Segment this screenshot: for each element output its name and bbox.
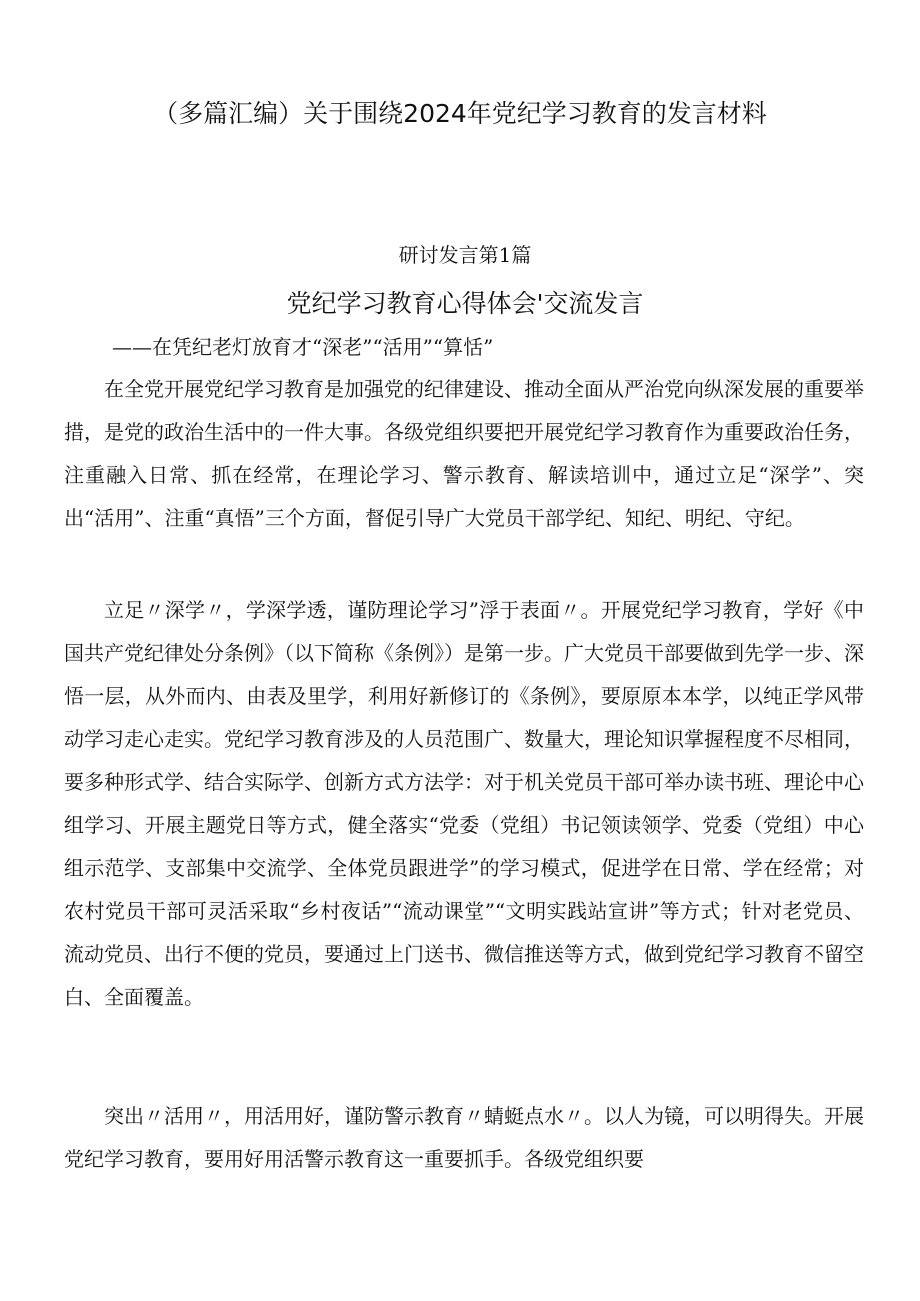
article-title: 党纪学习教育心得体会'交流发言	[286, 289, 644, 318]
body-paragraph-1: 在全党开展党纪学习教育是加强党的纪律建设、推动全面从严治党向纵深发展的重要举措，是党的政治生活中的一件大事。各级党组织要把开展党纪学习教育作为重要政治任务，注重融入日常、抓在经常，在理论学习、警示教育、解读培训中，通过立足“深学”、突出“活用”、注重“真悟”三个方面，督促引导广大党员干部学纪、知纪、明纪、守纪。	[64, 377, 864, 530]
document-title: （多篇汇编）关于围绕2024年党纪学习教育的发言材料	[153, 99, 767, 128]
section-label: 研讨发言第1篇	[398, 243, 532, 267]
body-paragraph-3: 突出〃活用〃，用活用好，谨防警示教育〃蜻蜓点水〃。以人为镜，可以明得失。开展党纪学习教育，要用好用活警示教育这一重要抓手。各级党组织要	[64, 1104, 864, 1171]
body-paragraph-2: 立足〃深学〃，学深学透，谨防理论学习”浮于表面〃。开展党纪学习教育，学好《中国共产党纪律处分条例》（以下简称《条例》）是第一步。广大党员干部要做到先学一步、深悟一层，从外而内、由表及里学，利用好新修订的《条例》，要原原本本学，以纯正学风带动学习走心走实。党纪学习教育涉及的人员范围广、数量大，理论知识掌握程度不尽相同，要多种形式学、结合实际学、创新方式方法学：对于机关党员干部可举办读书班、理论中心组学习、开展主题党日等方式，健全落实“党委（党组）书记领读领学、党委（党组）中心组示范学、支部集中交流学、全体党员跟进学”的学习模式，促进学在日常、学在经常；对农村党员干部可灵活采取“乡村夜话”“流动课堂”“文明实践站宣讲”等方式；针对老党员、流动党员、出行不便的党员，要通过上门送书、微信推送等方式，做到党纪学习教育不留空白、全面覆盖。	[64, 598, 864, 1009]
article-subtitle: ——在凭纪老灯放育才“深老”“活用”“算恬”	[112, 335, 494, 359]
